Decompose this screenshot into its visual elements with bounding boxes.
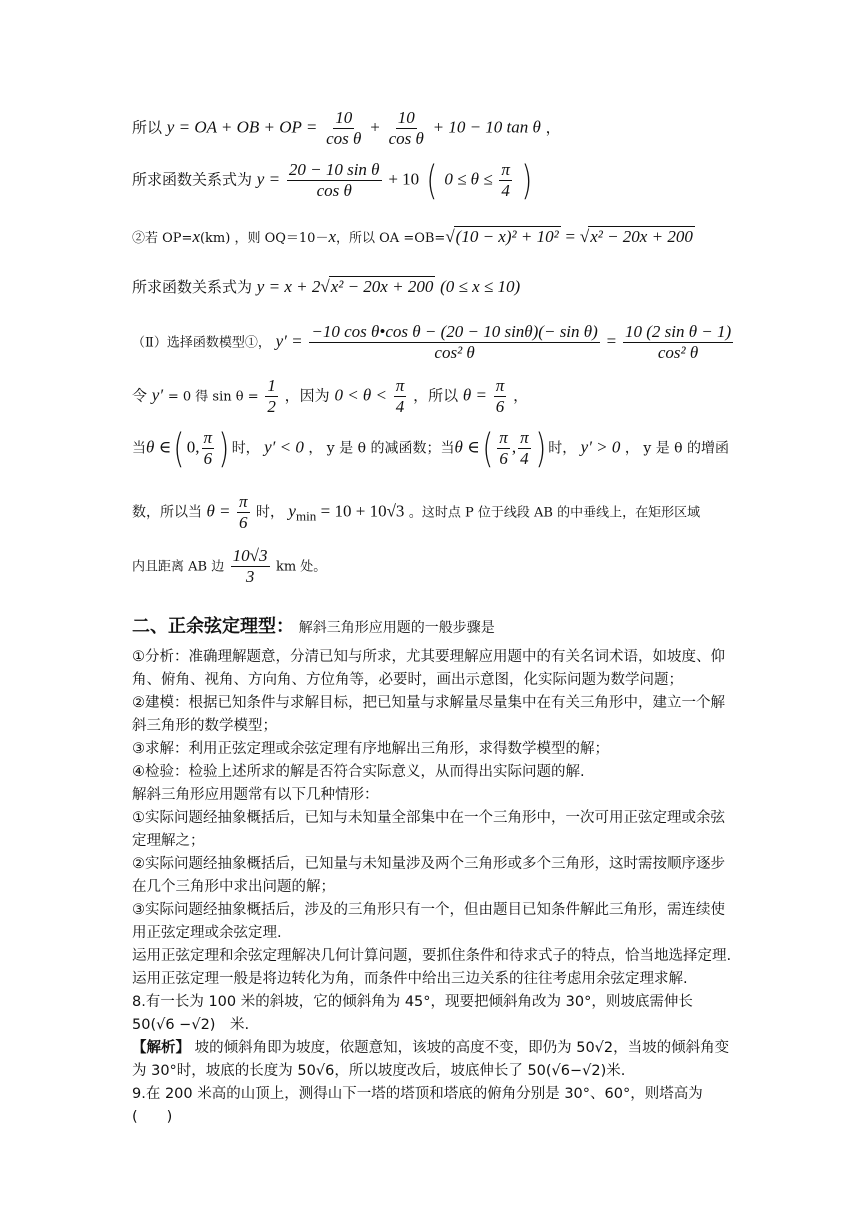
paragraph: ③求解：利用正弦定理或余弦定理有序地解出三角形，求得数学模型的解； — [132, 741, 609, 757]
text: 时， — [255, 504, 284, 521]
text-prefix: 所求函数关系式为 — [132, 170, 253, 189]
math-var: θ = — [462, 385, 487, 405]
section-heading — [132, 612, 495, 638]
domain-text: (0 ≤ x ≤ 10) — [440, 277, 521, 296]
steps-body — [132, 646, 732, 1129]
equation-y-sum — [132, 108, 561, 149]
denominator: 4 — [520, 449, 529, 468]
sqrt-body: x² − 20x + 200 — [330, 277, 434, 296]
question-8: 8.有一长为 100 米的斜坡，它的倾斜角为 45°，现要把倾斜角改为 30°，则坡底需伸长 50(√6 −√2) 米. — [132, 994, 708, 1033]
text-prefix: ②若 OP= — [132, 231, 193, 246]
math-op: = — [606, 331, 617, 351]
section-title: 二、正余弦定理型： — [132, 616, 294, 637]
domain-text: 0 ≤ θ ≤ — [444, 169, 493, 189]
text: km 处。 — [275, 559, 327, 575]
sqrt-body: x² − 20x + 200 — [590, 227, 693, 246]
text: = 0 得 sin θ = — [167, 389, 259, 405]
math: 0, — [186, 437, 200, 457]
math: θ ∈ — [454, 437, 480, 457]
left-paren: ( — [426, 157, 438, 204]
math: θ ∈ — [146, 437, 172, 457]
sqrt-body: (10 − x)² + 10² — [455, 227, 559, 246]
numerator: 1 — [267, 376, 276, 395]
fraction — [518, 428, 531, 469]
fraction — [494, 376, 507, 417]
fraction — [231, 546, 270, 587]
numerator: π — [203, 428, 213, 447]
paragraph: 运用正弦定理和余弦定理解决几何计算问题，要抓住条件和待求式子的特点，恰当地选择定理.运用正弦定理一般是将边转化为角，而条件中给出三边关系的往往考虑用余弦定理求解. — [132, 948, 732, 987]
denominator: 6 — [239, 513, 248, 532]
section-subtitle: 解斜三角形应用题的一般步骤是 — [298, 620, 495, 636]
fraction — [623, 322, 733, 363]
denominator: 4 — [395, 397, 405, 416]
fraction — [497, 428, 510, 469]
math-var: x — [328, 227, 337, 246]
equation-minimum — [132, 492, 700, 533]
fraction — [387, 108, 426, 149]
right-paren: ) — [534, 425, 546, 472]
text: y 是 θ 的减函数；当 — [326, 440, 455, 457]
numerator: π — [501, 160, 510, 179]
fraction — [499, 160, 512, 201]
text-prefix: 所求函数关系式为 — [132, 278, 253, 296]
paragraph: 解斜三角形应用题常有以下几种情形： — [132, 787, 379, 803]
right-paren: ) — [218, 425, 230, 472]
equation-function-2 — [132, 276, 520, 297]
text: 当 — [132, 440, 146, 457]
fraction — [237, 492, 250, 533]
subscript: min — [295, 508, 317, 524]
text: 。这时点 P 位于线段 AB 的中垂线上，在矩形区域 — [408, 505, 701, 521]
question-9: 9.在 200 米高的山顶上，测得山下一塔的塔顶和塔底的俯角分别是 30°、60°，则塔高为( ) — [132, 1086, 703, 1125]
text: ， — [624, 440, 639, 457]
analysis-label: 【解析】 — [132, 1040, 190, 1056]
math-op: + — [370, 117, 380, 137]
text: y 是 θ 的增函 — [643, 440, 730, 457]
analysis — [132, 1037, 732, 1083]
denominator: cos² θ — [434, 343, 475, 362]
right-paren: ) — [521, 157, 532, 204]
math: = 10 + 10√3 — [320, 501, 405, 521]
text: 数，所以当 — [132, 504, 202, 521]
numerator: 10 (2 sin θ − 1) — [624, 322, 732, 341]
math-lhs: y′ = — [275, 331, 303, 351]
text-unit: (km) ，则 OQ＝10－ — [199, 231, 329, 246]
text-suffix: ， — [545, 118, 561, 137]
numerator: 10 — [335, 108, 353, 127]
equation-critical-point — [132, 376, 528, 417]
paragraph: ②建模：根据已知条件与求解目标，把已知量与求解量尽量集中在有关三角形中，建立一个解斜三角形的数学模型； — [132, 695, 725, 734]
math-tail: + 10 — [388, 169, 420, 189]
text: 内且距离 AB 边 — [132, 559, 225, 575]
sqrt-sign: √ — [320, 277, 330, 296]
text: ，所以 — [413, 386, 459, 405]
math-var: y′ — [151, 385, 164, 405]
analysis-text: 坡的倾斜角即为坡度，依题意知，该坡的高度不变，即仍为 50√2，当坡的倾斜角变为 30°时，坡底的长度为 50√6，所以坡度改后，坡底伸长了 50(√6−√2)米. — [132, 1040, 730, 1079]
fraction — [324, 108, 363, 149]
denominator: cos θ — [316, 181, 352, 200]
numerator: 10√3 — [232, 546, 268, 565]
text-prefix: 所以 — [132, 118, 163, 137]
numerator: −10 cos θ•cos θ − (20 − 10 sinθ)(− sin θ) — [311, 322, 598, 341]
math: y — [288, 501, 296, 521]
math-tail: + 10 − 10 tan θ — [432, 117, 541, 137]
equation-derivative — [132, 322, 735, 363]
text: ， — [513, 386, 529, 405]
paragraph: ①实际问题经抽象概括后，已知与未知量全部集中在一个三角形中，一次可用正弦定理或余弦定理解之； — [132, 810, 725, 849]
text-prefix: （Ⅱ）选择函数模型①， — [132, 335, 271, 351]
fraction — [309, 322, 599, 363]
numerator: π — [495, 376, 505, 395]
math: y′ < 0 — [264, 437, 304, 457]
math-var: x — [192, 227, 200, 246]
text: ，因为 — [284, 386, 330, 405]
equation-function-1 — [132, 157, 534, 204]
equation-distance — [132, 546, 326, 587]
math: y′ > 0 — [580, 437, 621, 457]
denominator: cos θ — [326, 129, 362, 148]
paragraph: ④检验：检验上述所求的解是否符合实际意义，从而得出实际问题的解. — [132, 764, 585, 780]
fraction — [265, 376, 278, 417]
math-op: = — [565, 227, 576, 246]
text: 令 — [132, 386, 148, 405]
math: , — [511, 437, 517, 457]
left-paren: ( — [482, 425, 493, 472]
fraction — [287, 160, 382, 201]
denominator: 2 — [267, 397, 276, 416]
text: ， — [308, 440, 323, 457]
numerator: π — [499, 428, 508, 447]
denominator: 3 — [245, 567, 255, 586]
denominator: 6 — [499, 449, 508, 468]
paragraph: ①分析：准确理解题意，分清已知与所求，尤其要理解应用题中的有关名词术语，如坡度、仰角、俯角、视角、方向角、方位角等，必要时，画出示意图，化实际问题为数学问题； — [132, 649, 725, 688]
fraction — [394, 376, 407, 417]
numerator: 10 — [397, 108, 415, 127]
denominator: cos² θ — [657, 343, 699, 362]
fraction — [202, 428, 215, 469]
denominator: 6 — [203, 449, 213, 468]
denominator: cos θ — [388, 129, 424, 148]
text-mid: ，所以 OA =OB= — [336, 231, 446, 246]
text: 时， — [548, 440, 577, 457]
paragraph: ②实际问题经抽象概括后，已知量与未知量涉及两个三角形或多个三角形，这时需按顺序逐步在几个三角形中求出问题的解； — [132, 856, 725, 895]
text: 时， — [231, 440, 260, 457]
denominator: 6 — [495, 397, 505, 416]
numerator: π — [520, 428, 529, 447]
math-ineq: 0 < θ < — [334, 385, 387, 405]
sqrt-sign: √ — [445, 227, 455, 246]
math: θ = — [206, 501, 231, 521]
numerator: π — [395, 376, 405, 395]
math-lhs: y = OA + OB + OP = — [166, 117, 318, 137]
equation-op-x — [132, 226, 695, 247]
math-lhs: y = — [256, 169, 281, 189]
denominator: 4 — [501, 181, 510, 200]
sqrt-sign: √ — [579, 227, 590, 246]
left-paren: ( — [173, 425, 185, 472]
math-lhs: y = x + 2 — [256, 277, 321, 296]
numerator: π — [238, 492, 248, 511]
paragraph: ③实际问题经抽象概括后，涉及的三角形只有一个，但由题目已知条件解此三角形，需连续使用正弦定理或余弦定理. — [132, 902, 725, 941]
equation-monotonicity — [132, 425, 730, 472]
numerator: 20 − 10 sin θ — [288, 160, 380, 179]
